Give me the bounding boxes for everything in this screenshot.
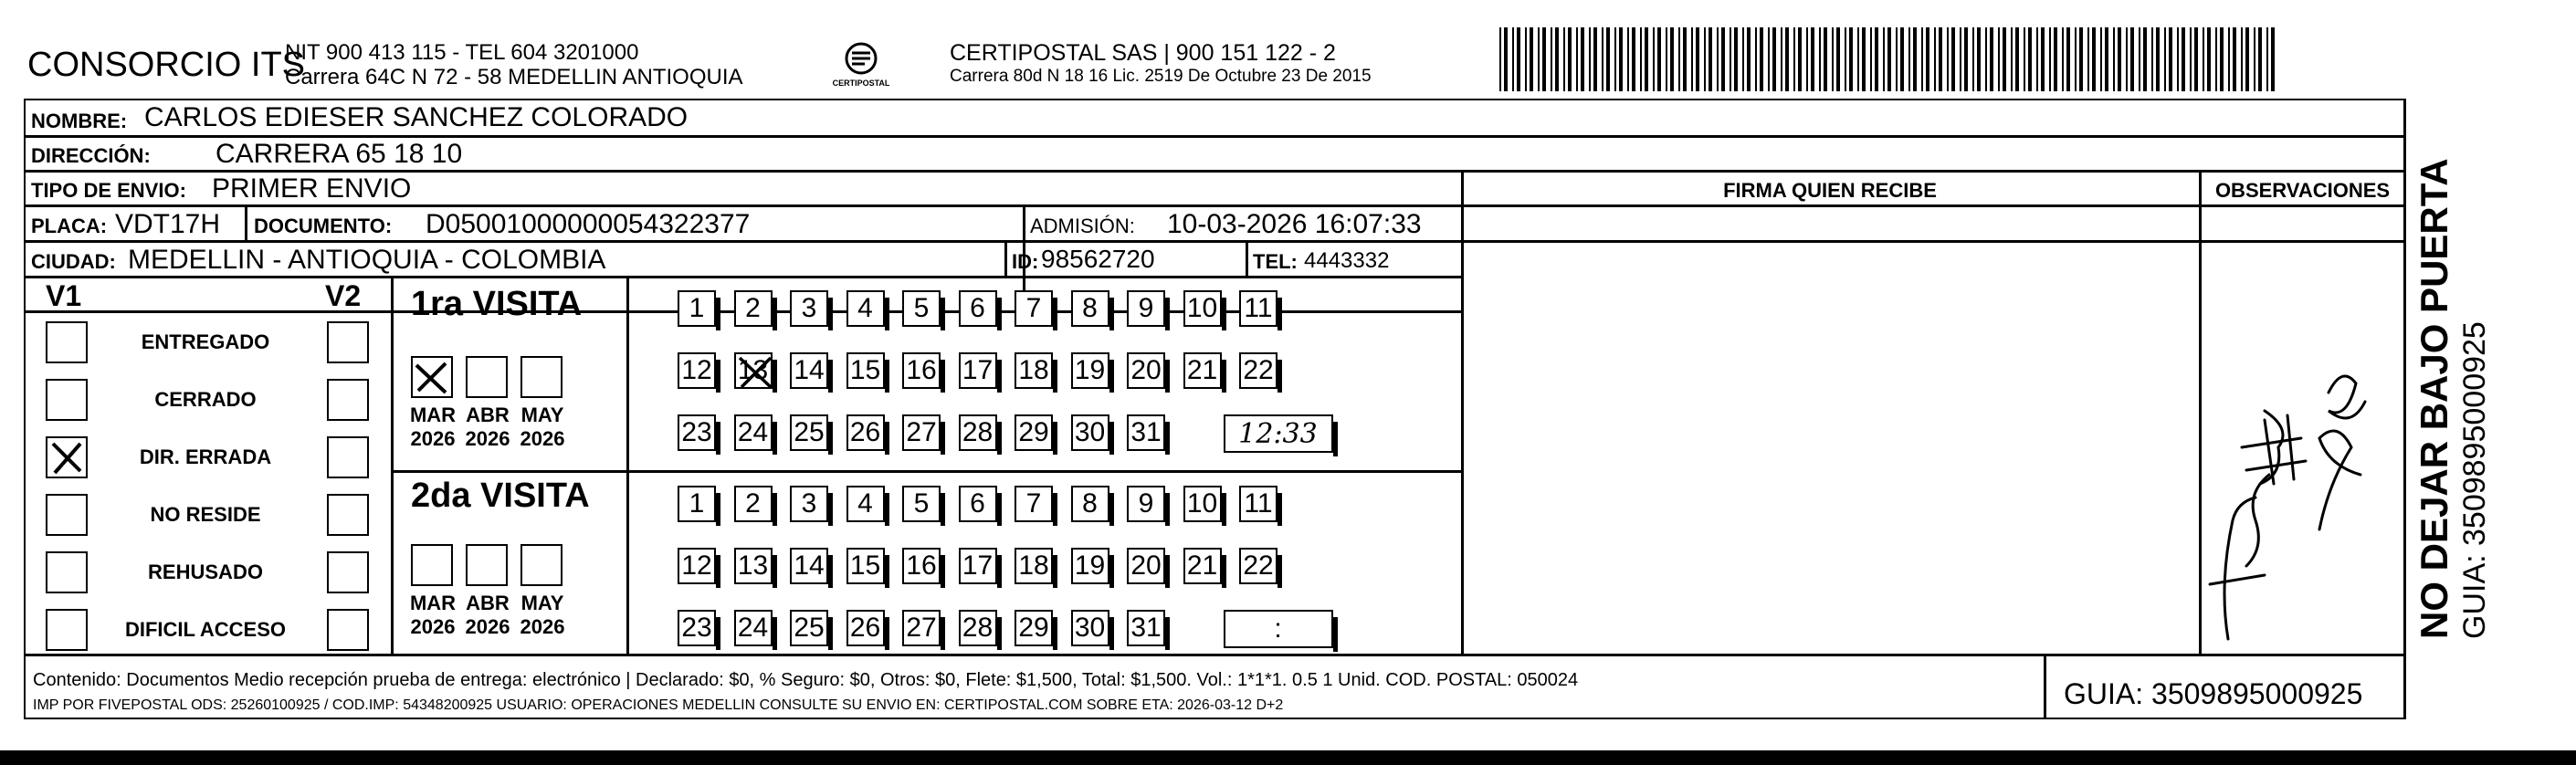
- address-line: Carrera 64C N 72 - 58 MEDELLIN ANTIOQUIA: [285, 65, 743, 89]
- document-value: D05001000000054322377: [426, 209, 751, 239]
- barcode-bar: [1824, 27, 1827, 91]
- barcode-bar: [1734, 27, 1738, 91]
- day-cell[interactable]: 1: [678, 290, 716, 327]
- barcode-bar: [1627, 27, 1629, 91]
- barcode-bar: [2156, 27, 2160, 91]
- barcode-bar: [2182, 27, 2185, 91]
- barcode-bar: [1512, 27, 1514, 91]
- month-checkbox[interactable]: [411, 544, 453, 586]
- barcode-bar: [1563, 27, 1565, 91]
- certipostal-line1: CERTIPOSTAL SAS | 900 151 122 - 2: [950, 40, 1336, 66]
- nit-line: NIT 900 413 115 - TEL 604 3201000: [285, 40, 639, 65]
- barcode-bar: [2169, 27, 2172, 91]
- barcode-bar: [1530, 27, 1533, 91]
- barcode-bar: [2100, 27, 2102, 91]
- day-cell[interactable]: 29: [1015, 414, 1053, 451]
- barcode-bar: [1785, 27, 1789, 91]
- month-checkbox[interactable]: [411, 356, 453, 398]
- barcode-bar: [2258, 27, 2262, 91]
- day-cell[interactable]: 7: [1015, 290, 1053, 327]
- day-cell[interactable]: 5: [902, 290, 941, 327]
- day-cell[interactable]: 11: [1239, 486, 1277, 522]
- day-cell[interactable]: 3: [790, 290, 828, 327]
- barcode-bar: [1538, 27, 1540, 91]
- barcode-bar: [1798, 27, 1802, 91]
- barcode-bar: [2126, 27, 2128, 91]
- handwritten-observation: [2192, 338, 2374, 648]
- side-warning-line1: NO DEJAR BAJO PUERTA: [2413, 158, 2455, 639]
- day-cell[interactable]: 3: [790, 486, 828, 522]
- month-year: 2026: [410, 615, 456, 638]
- barcode-bar: [2241, 27, 2243, 91]
- day-cell[interactable]: 31: [1127, 610, 1165, 646]
- month-label: MAR: [409, 403, 457, 426]
- day-cell[interactable]: 9: [1127, 290, 1165, 327]
- day-cell[interactable]: 1: [678, 486, 716, 522]
- barcode-bar: [1678, 27, 1680, 91]
- day-cell[interactable]: 13: [734, 548, 773, 584]
- footer-line2: IMP POR FIVEPOSTAL ODS: 25260100925 / COD.IMP: 54348200925 USUARIO: OPERACIONES MEDELLIN CONSULTE SU ENVIO EN: CERTIPOSTAL.COM SOBRE ETA: 2026-03-12 D+2: [33, 697, 1284, 713]
- barcode-bar: [2036, 27, 2038, 91]
- day-cell[interactable]: 2: [734, 290, 773, 327]
- barcode-bar: [1768, 27, 1770, 91]
- day-cell[interactable]: 10: [1183, 486, 1222, 522]
- barcode-bar: [1666, 27, 1667, 91]
- barcode-bar: [1913, 27, 1917, 91]
- status-label-no-reside: NO RESIDE: [150, 503, 261, 526]
- city-label: CIUDAD:: [31, 250, 116, 273]
- day-cell[interactable]: 4: [846, 486, 885, 522]
- day-cell[interactable]: 17: [959, 548, 997, 584]
- side-warning: [2413, 91, 2550, 639]
- barcode-bar: [1977, 27, 1981, 91]
- barcode-bar: [2228, 27, 2230, 91]
- barcode-bar: [2066, 27, 2070, 91]
- day-cell[interactable]: 18: [1015, 352, 1053, 389]
- barcode-bar: [1934, 27, 1936, 91]
- barcode-bar: [1593, 27, 1597, 91]
- barcode-bar: [1939, 27, 1942, 91]
- admission-label: ADMISIÓN:: [1030, 215, 1135, 237]
- day-cell[interactable]: 25: [790, 610, 828, 646]
- barcode-bar: [2024, 27, 2025, 91]
- certipostal-line2: Carrera 80d N 18 16 Lic. 2519 De Octubre 23 De 2015: [950, 67, 1372, 86]
- tel-value: 4443332: [1304, 248, 1390, 273]
- barcode-bar: [2105, 27, 2108, 91]
- visit-time-field[interactable]: :: [1224, 610, 1333, 648]
- month-label: MAR: [409, 592, 457, 614]
- v1-label: V1: [46, 279, 82, 312]
- day-cell[interactable]: 19: [1071, 548, 1109, 584]
- barcode-bar: [1730, 27, 1731, 91]
- v1-checkbox[interactable]: [46, 551, 88, 593]
- visit2-title: 2da VISITA: [411, 477, 590, 515]
- day-cell[interactable]: 12: [678, 352, 716, 389]
- barcode-bar: [1811, 27, 1814, 91]
- barcode-bar: [2233, 27, 2236, 91]
- barcode-bar: [1849, 27, 1853, 91]
- month-year: 2026: [465, 427, 510, 450]
- barcode-bar: [1819, 27, 1821, 91]
- barcode-bar: [1581, 27, 1584, 91]
- day-cell[interactable]: 19: [1071, 352, 1109, 389]
- barcode-bar: [1683, 27, 1687, 91]
- barcode-bar: [1670, 27, 1674, 91]
- v1-checkbox[interactable]: [46, 379, 88, 421]
- barcode-bar: [2151, 27, 2153, 91]
- status-label-entregado: ENTREGADO: [141, 330, 270, 353]
- v2-checkbox[interactable]: [327, 551, 369, 593]
- day-cell[interactable]: 16: [902, 352, 941, 389]
- barcode-bar: [1960, 27, 1961, 91]
- v2-label: V2: [325, 279, 362, 312]
- footer-line1: Contenido: Documentos Medio recepción prueba de entrega: electrónico | Declarado: $0, % Seguro: $0, Otros: $0, Flete: $1,500, Total: $1,500. Vol.: 1*1*1. 0.5 1 Unid. COD. POSTAL: 050024: [33, 670, 1579, 690]
- visit-time-field[interactable]: 12:33: [1224, 414, 1333, 453]
- visit1-title: 1ra VISITA: [411, 285, 583, 323]
- barcode-bar: [1926, 27, 1929, 91]
- barcode-bar: [2215, 27, 2217, 91]
- day-cell[interactable]: 26: [846, 414, 885, 451]
- tel-label: TEL:: [1253, 250, 1298, 273]
- barcode-bar: [2118, 27, 2121, 91]
- barcode-bar: [1772, 27, 1776, 91]
- logo-text: CERTIPOSTAL: [832, 79, 890, 88]
- day-cell[interactable]: 15: [846, 352, 885, 389]
- barcode-bar: [1908, 27, 1910, 91]
- barcode-bar: [1614, 27, 1616, 91]
- barcode-bar: [2194, 27, 2198, 91]
- day-cell[interactable]: 22: [1239, 548, 1277, 584]
- status-label-cerrado: CERRADO: [154, 388, 257, 411]
- barcode-bar: [1845, 27, 1846, 91]
- month-label: ABR: [466, 592, 510, 614]
- v2-checkbox[interactable]: [327, 494, 369, 536]
- barcode-bar: [1721, 27, 1725, 91]
- barcode-bar: [1896, 27, 1898, 91]
- barcode-bar: [1760, 27, 1763, 91]
- recipient-address: CARRERA 65 18 10: [216, 139, 463, 169]
- month-checkbox[interactable]: [466, 544, 508, 586]
- recipient-name: CARLOS EDIESER SANCHEZ COLORADO: [144, 102, 689, 132]
- id-value: 98562720: [1041, 245, 1155, 273]
- barcode-bar: [1947, 27, 1949, 91]
- day-cell[interactable]: 24: [734, 414, 773, 451]
- barcode-bar: [2087, 27, 2089, 91]
- barcode-bar: [1921, 27, 1923, 91]
- month-checkbox[interactable]: [520, 544, 563, 586]
- admission-value: 10-03-2026 16:07:33: [1167, 209, 1422, 239]
- barcode-bar: [1691, 27, 1693, 91]
- day-cell[interactable]: 10: [1183, 290, 1222, 327]
- barcode-bar: [2164, 27, 2166, 91]
- plate-value: VDT17H: [115, 209, 221, 239]
- barcode-bar: [1645, 27, 1648, 91]
- day-cell[interactable]: 31: [1127, 414, 1165, 451]
- v1-checkbox[interactable]: [46, 321, 88, 363]
- barcode-bar: [1632, 27, 1635, 91]
- barcode-bar: [1875, 27, 1878, 91]
- barcode-bar: [1951, 27, 1955, 91]
- barcode-bar: [2139, 27, 2140, 91]
- day-cell[interactable]: 26: [846, 610, 885, 646]
- barcode-bar: [2143, 27, 2147, 91]
- barcode-bar: [1742, 27, 1744, 91]
- barcode-bar: [1504, 27, 1508, 91]
- barcode-bar: [2130, 27, 2134, 91]
- day-cell[interactable]: 7: [1015, 486, 1053, 522]
- day-cell[interactable]: 16: [902, 548, 941, 584]
- day-cell[interactable]: 30: [1071, 610, 1109, 646]
- month-year: 2026: [520, 427, 565, 450]
- barcode-bar: [2041, 27, 2045, 91]
- month-label: ABR: [466, 403, 510, 426]
- v2-checkbox[interactable]: [327, 436, 369, 478]
- barcode-bar: [2015, 27, 2019, 91]
- day-cell[interactable]: 23: [678, 610, 716, 646]
- signature-header: FIRMA QUIEN RECIBE: [1723, 179, 1937, 202]
- bottom-band: [0, 750, 2576, 765]
- month-year: 2026: [465, 615, 510, 638]
- month-year: 2026: [410, 427, 456, 450]
- barcode-bar: [2220, 27, 2224, 91]
- day-cell[interactable]: 12: [678, 548, 716, 584]
- barcode-bar: [1883, 27, 1885, 91]
- barcode-bar: [2254, 27, 2255, 91]
- id-label: ID:: [1012, 250, 1039, 273]
- day-cell[interactable]: 13: [734, 352, 773, 389]
- barcode-bar: [2266, 27, 2268, 91]
- day-cell[interactable]: 23: [678, 414, 716, 451]
- barcode-bar: [1870, 27, 1872, 91]
- type-label: TIPO DE ENVIO:: [31, 179, 186, 202]
- v2-checkbox[interactable]: [327, 321, 369, 363]
- month-label: MAY: [520, 403, 564, 426]
- barcode-bar: [1832, 27, 1834, 91]
- day-cell[interactable]: 30: [1071, 414, 1109, 451]
- barcode-bar: [1781, 27, 1782, 91]
- barcode-bar: [2177, 27, 2179, 91]
- barcode-bar: [2062, 27, 2064, 91]
- barcode-bar: [1747, 27, 1751, 91]
- name-label: NOMBRE:: [31, 110, 128, 132]
- side-warning-line2: GUIA: 3509895000925: [2457, 321, 2492, 639]
- plate-label: PLACA:: [31, 215, 108, 237]
- barcode-bar: [1998, 27, 2000, 91]
- barcode-bar: [1657, 27, 1661, 91]
- day-cell[interactable]: 8: [1071, 486, 1109, 522]
- city-value: MEDELLIN - ANTIOQUIA - COLOMBIA: [128, 245, 606, 275]
- barcode-bar: [1640, 27, 1642, 91]
- barcode-bar: [1551, 27, 1552, 91]
- v1-checkbox[interactable]: [46, 436, 88, 478]
- barcode-bar: [1555, 27, 1559, 91]
- barcode-bar: [1709, 27, 1712, 91]
- barcode-bar: [1964, 27, 1968, 91]
- day-cell[interactable]: 20: [1127, 548, 1165, 584]
- day-cell[interactable]: 28: [959, 610, 997, 646]
- barcode-bar: [2245, 27, 2249, 91]
- barcode-bar: [2113, 27, 2115, 91]
- barcode-bar: [1499, 27, 1501, 91]
- day-cell[interactable]: 6: [959, 290, 997, 327]
- barcode-bar: [1602, 27, 1603, 91]
- day-cell[interactable]: 21: [1183, 548, 1222, 584]
- barcode-bar: [1985, 27, 1987, 91]
- barcode-bar: [1704, 27, 1706, 91]
- day-cell[interactable]: 15: [846, 548, 885, 584]
- barcode-bar: [1900, 27, 1904, 91]
- v2-checkbox[interactable]: [327, 379, 369, 421]
- status-label-dir-errada: DIR. ERRADA: [139, 445, 272, 468]
- barcode-bar: [1619, 27, 1623, 91]
- barcode-bar: [2190, 27, 2192, 91]
- shipment-type: PRIMER ENVIO: [212, 173, 412, 204]
- day-cell[interactable]: 2: [734, 486, 773, 522]
- barcode-bar: [2054, 27, 2057, 91]
- company-name: CONSORCIO ITS: [27, 46, 306, 84]
- month-checkbox[interactable]: [520, 356, 563, 398]
- day-cell[interactable]: 17: [959, 352, 997, 389]
- day-cell[interactable]: 21: [1183, 352, 1222, 389]
- certipostal-logo: [829, 40, 893, 93]
- day-cell[interactable]: 6: [959, 486, 997, 522]
- v2-checkbox[interactable]: [327, 609, 369, 651]
- barcode-bar: [1589, 27, 1591, 91]
- barcode-bar: [1717, 27, 1719, 91]
- barcode-bar: [1990, 27, 1993, 91]
- document-label: DOCUMENTO:: [254, 215, 393, 237]
- barcode-bar: [2049, 27, 2051, 91]
- day-cell[interactable]: 24: [734, 610, 773, 646]
- barcode-bar: [2079, 27, 2083, 91]
- day-cell[interactable]: 8: [1071, 290, 1109, 327]
- barcode-bar: [1653, 27, 1655, 91]
- barcode-bar: [2203, 27, 2204, 91]
- barcode-bar: [1568, 27, 1572, 91]
- day-cell[interactable]: 27: [902, 414, 941, 451]
- barcode-bar: [1887, 27, 1891, 91]
- address-label: DIRECCIÓN:: [31, 144, 151, 167]
- barcode-bar: [2028, 27, 2032, 91]
- status-label-dificil-acceso: DIFICIL ACCESO: [124, 618, 286, 641]
- day-cell[interactable]: 5: [902, 486, 941, 522]
- barcode-bar: [2207, 27, 2211, 91]
- barcode-bar: [1696, 27, 1699, 91]
- barcode-bar: [1793, 27, 1795, 91]
- barcode-bar: [1862, 27, 1866, 91]
- day-cell[interactable]: 18: [1015, 548, 1053, 584]
- day-cell[interactable]: 25: [790, 414, 828, 451]
- observations-header: OBSERVACIONES: [2214, 179, 2391, 202]
- month-checkbox[interactable]: [466, 356, 508, 398]
- status-label-rehusado: REHUSADO: [148, 561, 263, 583]
- day-cell[interactable]: 28: [959, 414, 997, 451]
- day-cell[interactable]: 4: [846, 290, 885, 327]
- barcode-bar: [1576, 27, 1578, 91]
- barcode-bar: [1806, 27, 1808, 91]
- barcode-bar: [2092, 27, 2096, 91]
- day-cell[interactable]: 22: [1239, 352, 1277, 389]
- barcode-bar: [1836, 27, 1840, 91]
- barcode-bar: [1972, 27, 1974, 91]
- barcode-bar: [1517, 27, 1520, 91]
- v1-checkbox[interactable]: [46, 609, 88, 651]
- v1-checkbox[interactable]: [46, 494, 88, 536]
- day-cell[interactable]: 20: [1127, 352, 1165, 389]
- barcode-bar: [1606, 27, 1610, 91]
- day-cell[interactable]: 11: [1239, 290, 1277, 327]
- barcode-bar: [1525, 27, 1527, 91]
- barcode-bar: [1542, 27, 1546, 91]
- barcode: [1499, 27, 2276, 91]
- day-cell[interactable]: 14: [790, 352, 828, 389]
- barcode-bar: [2011, 27, 2013, 91]
- barcode-bar: [1755, 27, 1757, 91]
- barcode-bar: [2271, 27, 2275, 91]
- day-cell[interactable]: 29: [1015, 610, 1053, 646]
- day-cell[interactable]: 14: [790, 548, 828, 584]
- month-label: MAY: [520, 592, 564, 614]
- footer-guia: GUIA: 3509895000925: [2064, 677, 2363, 710]
- barcode-bar: [2003, 27, 2006, 91]
- month-year: 2026: [520, 615, 565, 638]
- barcode-bar: [1857, 27, 1859, 91]
- barcode-bar: [2075, 27, 2077, 91]
- day-cell[interactable]: 9: [1127, 486, 1165, 522]
- day-cell[interactable]: 27: [902, 610, 941, 646]
